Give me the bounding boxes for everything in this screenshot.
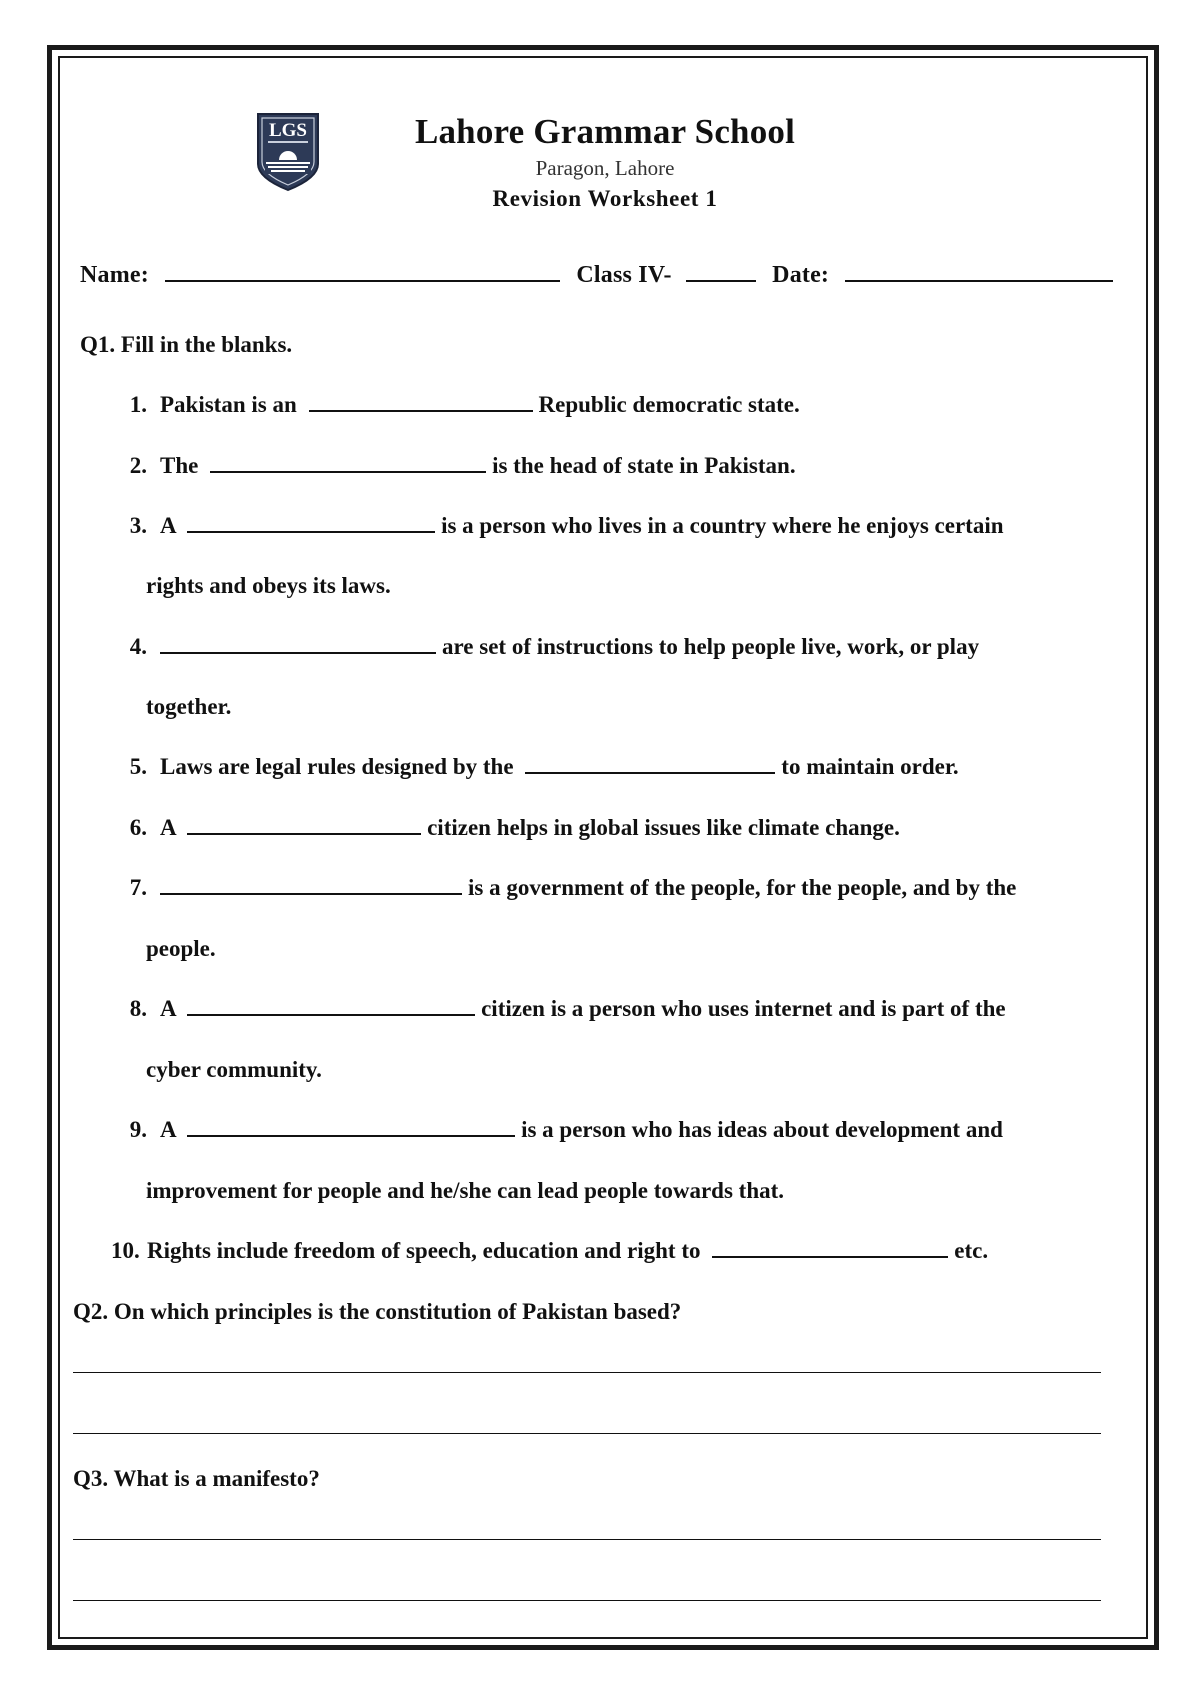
answer-blank-5[interactable]: [525, 754, 775, 774]
worksheet-title: Revision Worksheet 1: [492, 186, 718, 211]
svg-text:LGS: LGS: [268, 120, 308, 141]
q1-item-8: 8. A citizen is a person who uses internet and is part of the: [129, 996, 1006, 1021]
q1-item-6: 6. A citizen helps in global issues like climate change.: [129, 815, 900, 840]
q1-item-8-continuation: cyber community.: [146, 1057, 322, 1082]
q1-item-9-continuation: improvement for people and he/she can lead people towards that.: [146, 1178, 785, 1203]
q1-item-4: 4. are set of instructions to help people live, work, or play: [129, 634, 980, 659]
answer-blank-4[interactable]: [160, 634, 436, 654]
answer-blank-8[interactable]: [187, 996, 475, 1016]
answer-blank-3[interactable]: [187, 513, 435, 533]
q1-item-2: 2. The is the head of state in Pakistan.: [129, 453, 796, 478]
school-branch: Paragon, Lahore: [535, 156, 675, 180]
q1-item-4-continuation: together.: [146, 694, 232, 719]
q1-item-7: 7. is a government of the people, for the people, and by the: [129, 875, 1017, 900]
name-blank[interactable]: [165, 262, 560, 282]
answer-blank-6[interactable]: [187, 815, 421, 835]
q1-item-1: 1. Pakistan is an Republic democratic state.: [129, 392, 800, 417]
q1-item-3-continuation: rights and obeys its laws.: [146, 573, 391, 598]
q2-heading: Q2. On which principles is the constitution of Pakistan based?: [73, 1299, 682, 1324]
q1-item-10: 10. Rights include freedom of speech, education and right to etc.: [111, 1238, 989, 1263]
q3-heading: Q3. What is a manifesto?: [73, 1466, 320, 1491]
student-info-row: [80, 262, 1120, 289]
answer-blank-9[interactable]: [187, 1117, 515, 1137]
school-name: Lahore Grammar School: [414, 112, 796, 151]
q1-item-5: 5. Laws are legal rules designed by the to maintain order.: [129, 754, 959, 779]
page-border-inner: [58, 56, 1148, 1639]
date-blank[interactable]: [845, 262, 1113, 282]
name-label: Name:: [80, 262, 149, 288]
answer-blank-2[interactable]: [210, 453, 486, 473]
answer-blank-7[interactable]: [160, 875, 462, 895]
date-label: Date:: [772, 262, 830, 288]
q2-answer-line-1[interactable]: [73, 1372, 1101, 1373]
q1-heading: Q1. Fill in the blanks.: [80, 332, 293, 357]
answer-blank-10[interactable]: [712, 1238, 948, 1258]
answer-blank-1[interactable]: [309, 392, 533, 412]
class-section-blank[interactable]: [686, 262, 756, 282]
q1-item-7-continuation: people.: [146, 936, 216, 961]
q1-item-9: 9. A is a person who has ideas about development and: [129, 1117, 1003, 1142]
q3-answer-line-2[interactable]: [73, 1600, 1101, 1601]
q1-item-3: 3. A is a person who lives in a country where he enjoys certain: [129, 513, 1004, 538]
q2-answer-line-2[interactable]: [73, 1433, 1101, 1434]
class-label: Class IV-: [576, 262, 672, 288]
q3-answer-line-1[interactable]: [73, 1539, 1101, 1540]
